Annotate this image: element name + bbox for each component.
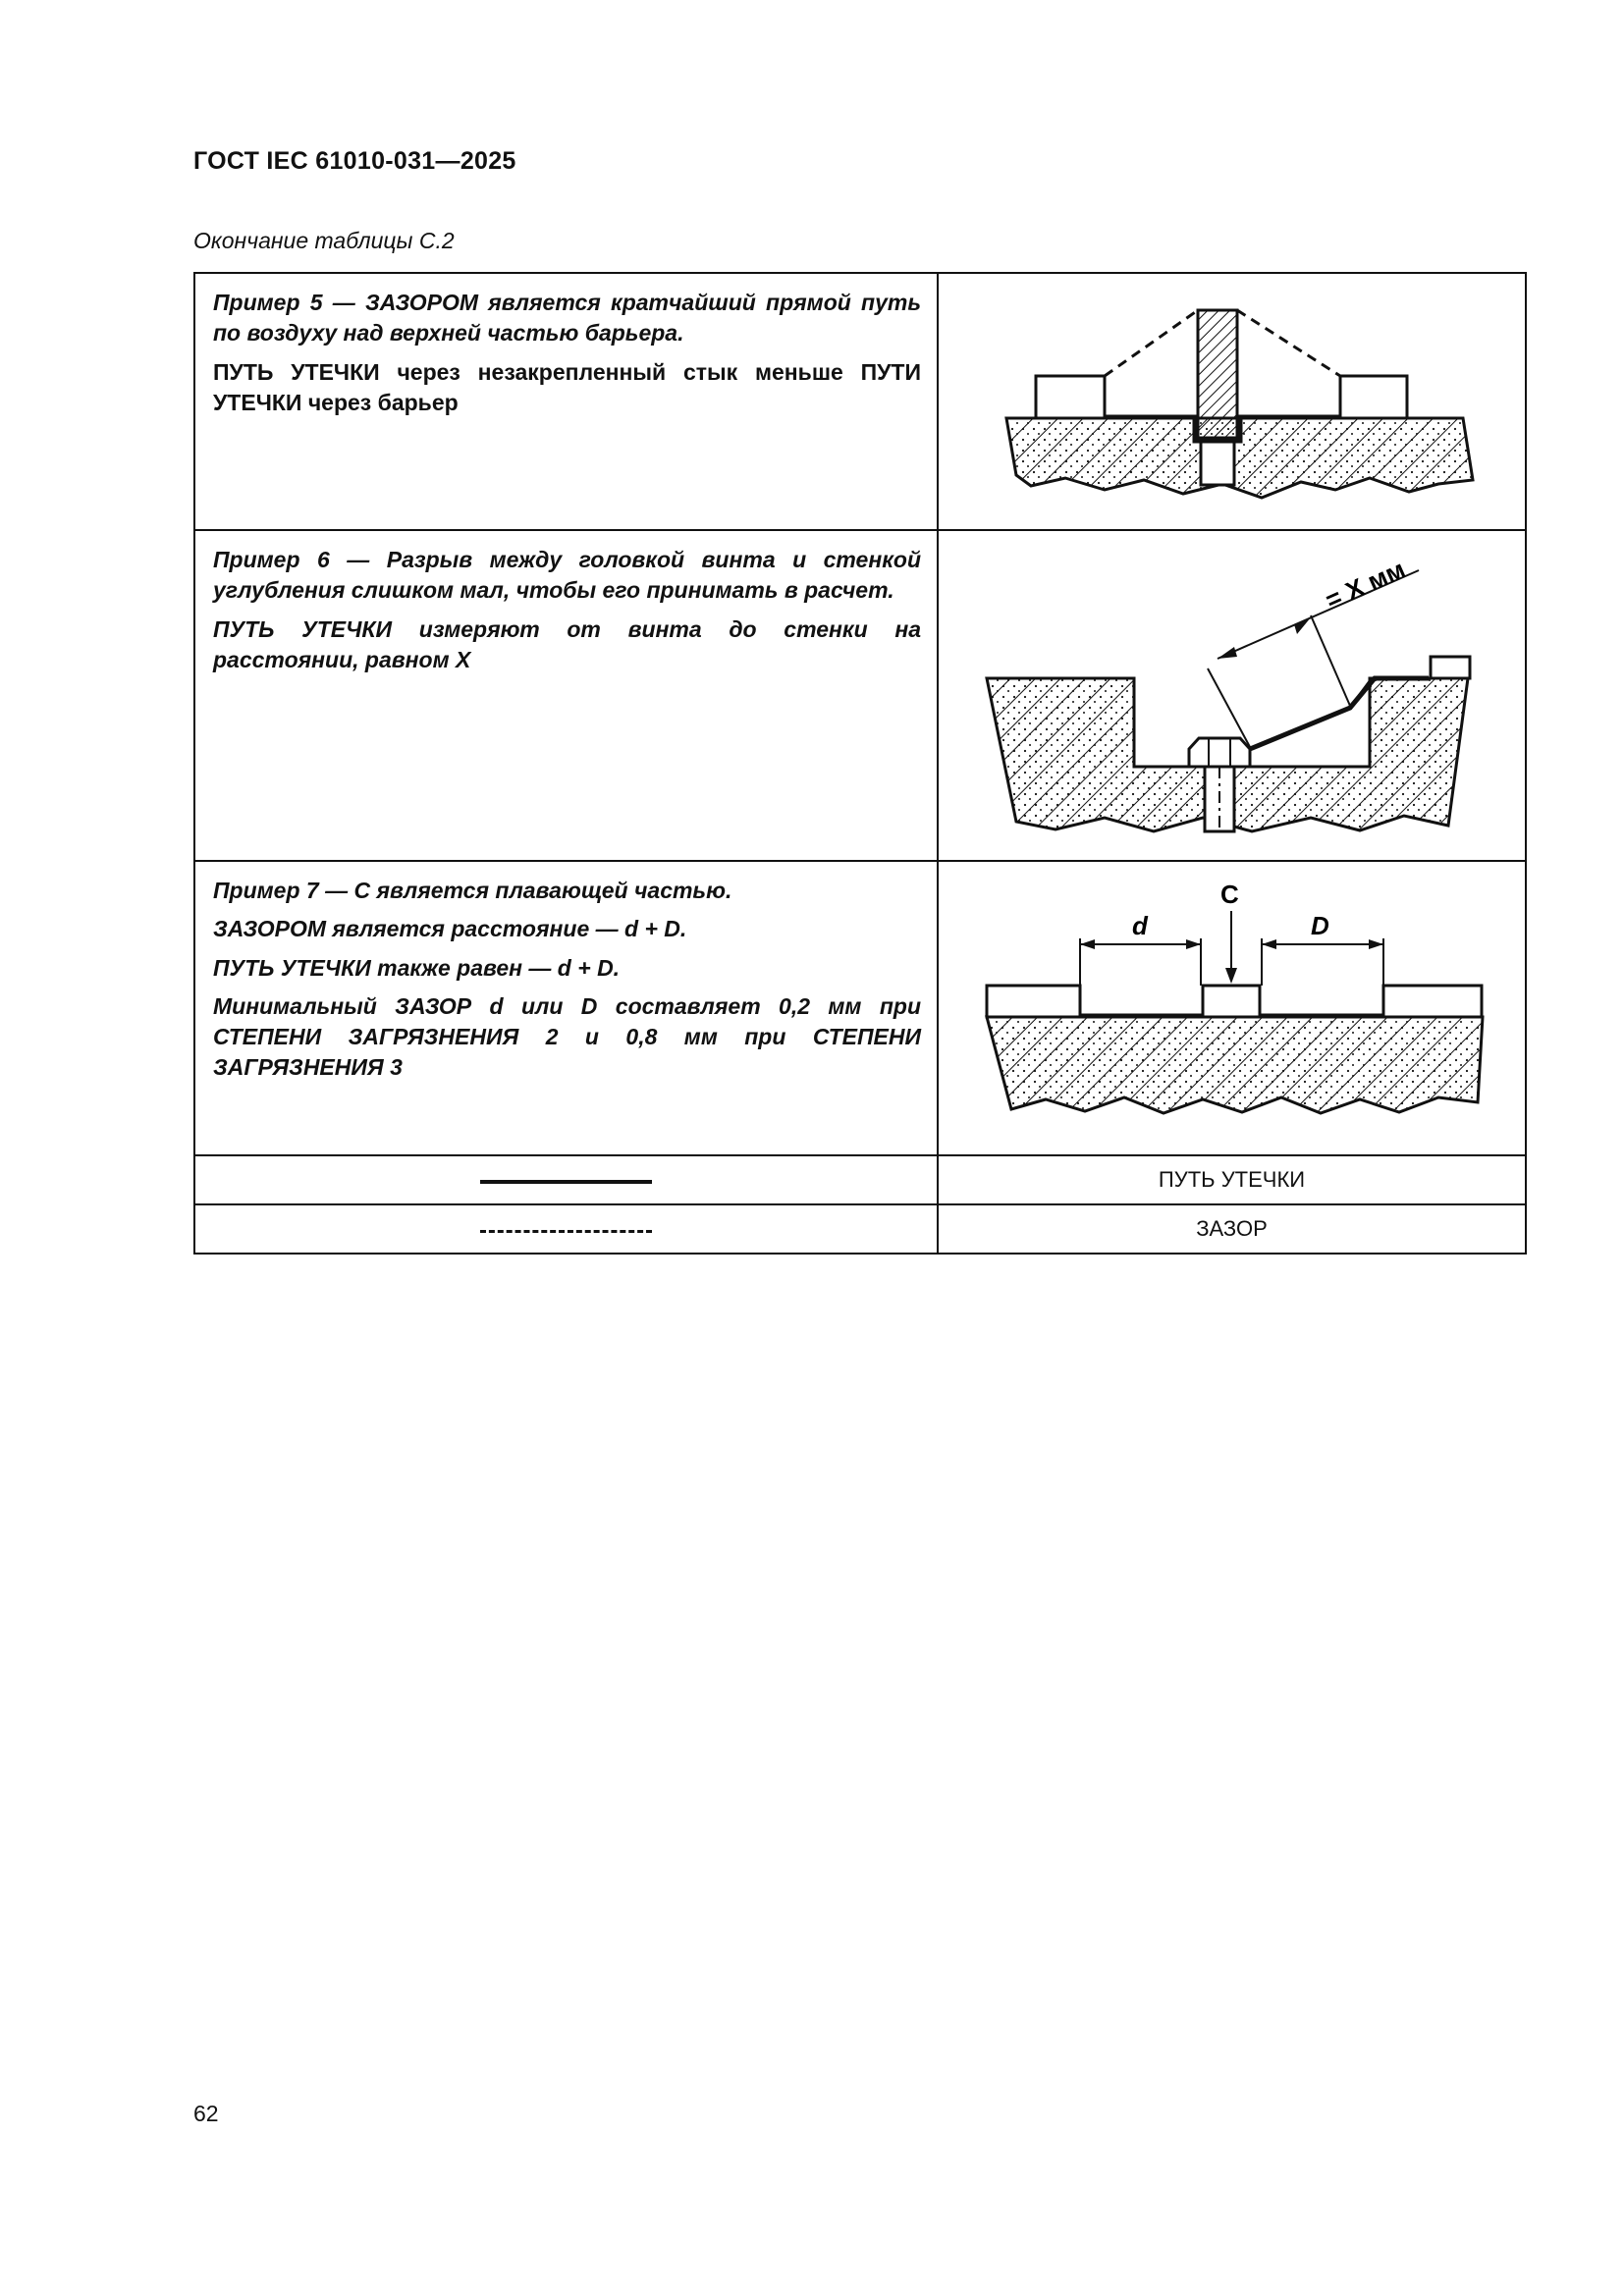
example-5-paragraph-1: Пример 5 — ЗАЗОРОМ является кратчайший прямой путь по воздуху над верхней частью барьера.	[213, 290, 921, 347]
legend-row	[194, 1155, 1526, 1204]
left-pad	[987, 986, 1080, 1017]
table-row	[194, 861, 1526, 1155]
example-5-figure	[977, 274, 1488, 519]
example-7-paragraph-1: Пример 7 — С является плавающей частью.	[213, 878, 732, 903]
example-7-text	[194, 861, 938, 1155]
legend-row	[194, 1204, 1526, 1254]
right-pad	[1340, 376, 1407, 418]
example-7-figure	[967, 862, 1497, 1147]
right-pad	[1383, 986, 1482, 1017]
barrier-bolt	[1198, 310, 1237, 438]
table-caption: Окончание таблицы С.2	[193, 228, 455, 253]
example-7-paragraph-2: ЗАЗОРОМ является расстояние — d + D.	[213, 916, 687, 942]
legend-solid-symbol	[194, 1155, 938, 1204]
page-number: 62	[193, 2101, 219, 2126]
legend-clearance-label: ЗАЗОР	[938, 1204, 1526, 1254]
left-pad	[1036, 376, 1105, 418]
example-6-figure	[957, 531, 1507, 855]
solid-line-symbol	[480, 1180, 652, 1184]
dimension-label: = X мм	[1320, 554, 1410, 615]
example-7-figure-cell	[938, 861, 1526, 1155]
example-5-figure-cell	[938, 273, 1526, 530]
label-D: D	[1310, 911, 1329, 940]
examples-table	[193, 272, 1527, 1255]
document-header: ГОСТ IEC 61010-031—2025	[193, 147, 516, 175]
example-6-text	[194, 530, 938, 861]
example-6-paragraph-1: Пример 6 — Разрыв между головкой винта и стенкой углубления слишком мал, чтобы его принимать в расчет.	[213, 547, 921, 604]
floating-part-c	[1203, 986, 1260, 1017]
legend-dashed-symbol	[194, 1204, 938, 1254]
screw-head	[1189, 738, 1250, 767]
table-row	[194, 273, 1526, 530]
dashed-line-symbol	[480, 1230, 652, 1233]
label-C: C	[1219, 880, 1239, 909]
label-d: d	[1131, 911, 1148, 940]
example-7-paragraph-4: Минимальный ЗАЗОР d или D составляет 0,2 мм при СТЕПЕНИ ЗАГРЯЗНЕНИЯ 2 и 0,8 мм при СТЕПЕНИ ЗАГРЯЗНЕНИЯ 3	[213, 992, 921, 1081]
legend-creepage-label: ПУТЬ УТЕЧКИ	[938, 1155, 1526, 1204]
example-6-paragraph-2: ПУТЬ УТЕЧКИ измеряют от винта до стенки на расстоянии, равном X	[213, 615, 921, 672]
table-row	[194, 530, 1526, 861]
example-6-figure-cell	[938, 530, 1526, 861]
example-5-text	[194, 273, 938, 530]
example-5-paragraph-2: ПУТЬ УТЕЧКИ через незакрепленный стык меньше ПУТИ УТЕЧКИ через барьер	[213, 358, 921, 415]
top-right-block	[1431, 657, 1470, 678]
example-7-paragraph-3: ПУТЬ УТЕЧКИ также равен — d + D.	[213, 954, 621, 981]
